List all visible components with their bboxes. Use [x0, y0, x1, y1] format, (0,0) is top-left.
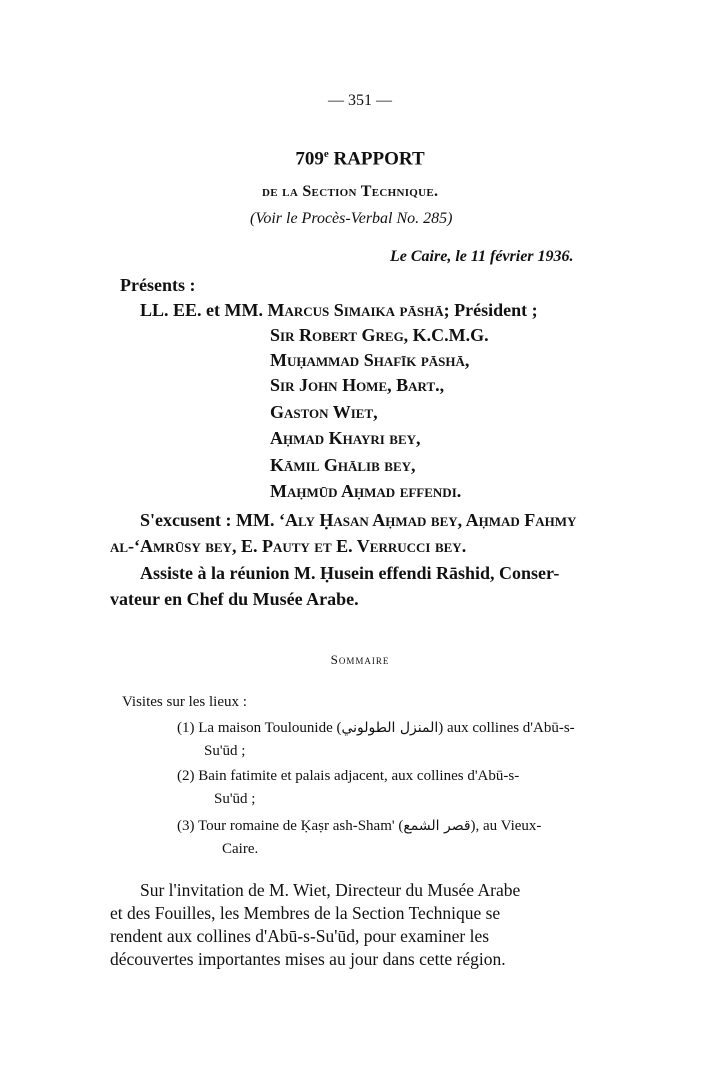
report-number: 709 [295, 148, 324, 170]
presents-label: Présents : [120, 275, 196, 295]
report-title-text: RAPPORT [328, 148, 425, 170]
item-number: (3) [177, 818, 195, 834]
arabic-text: قصر الشمع [403, 818, 471, 834]
item-text: Bain fatimite et palais adjacent, aux collines d'Abū-s- [198, 768, 520, 784]
item-number: (2) [177, 768, 195, 784]
paragraph-line: Sur l'invitation de M. Wiet, Directeur du Musée Arabe [140, 880, 521, 900]
page-number: — 351 — [328, 92, 392, 109]
item-text-post: ), au Vieux- [470, 818, 542, 834]
president-name: Marcus Simaika pāshā [267, 300, 444, 320]
president-line [140, 300, 538, 321]
assiste-line-1: Assiste à la réunion M. Ḥusein effendi Rāshid, Conser- [140, 563, 560, 583]
member-item: Sir John Home, Bart., [270, 375, 445, 395]
item-text-pre: Tour romaine de Ḳaṣr ash-Sham' ( [197, 818, 404, 834]
assiste-line-2: vateur en Chef du Musée Arabe. [110, 589, 359, 609]
member-item: Kāmil Ghālib bey, [270, 455, 416, 475]
item-number: (1) [177, 720, 195, 736]
report-number-sup: e [323, 148, 329, 160]
sommaire-item-1 [177, 720, 575, 737]
paragraph-line: et des Fouilles, les Membres de la Section Technique se [110, 903, 501, 923]
item-text-post: ) aux collines d'Abū-s- [438, 720, 575, 736]
section-heading: de la Section Technique. [262, 183, 439, 200]
excused-label: S'excusent : MM. [140, 510, 275, 530]
member-item: Muḥammad Shafīk pāshā, [270, 350, 470, 370]
member-item: Aḥmad Khayri bey, [270, 428, 421, 448]
report-date: Le Caire, le 11 février 1936. [390, 248, 574, 265]
member-item: Sir Robert Greg, K.C.M.G. [270, 325, 489, 345]
excused-line-2: al-ʻAmrūsy bey, E. Pauty et E. Verrucci bey. [110, 536, 467, 556]
excused-names-1: ʻAly Ḥasan Aḥmad bey, Aḥmad Fahmy [274, 510, 577, 530]
president-prefix: LL. EE. et MM. [140, 300, 263, 320]
sommaire-item-2 [177, 768, 519, 785]
item-text-pre: La maison Toulounide ( [198, 720, 342, 736]
arabic-text: المنزل الطولوني [341, 720, 439, 736]
excused-line-1 [140, 510, 576, 531]
visites-intro: Visites sur les lieux : [122, 694, 247, 710]
sommaire-item-2-cont: Su'ūd ; [214, 791, 256, 807]
member-item: Gaston Wiet, [270, 402, 378, 422]
proces-verbal-reference: (Voir le Procès-Verbal No. 285) [250, 210, 453, 227]
sommaire-item-1-cont: Su'ūd ; [204, 743, 246, 759]
sommaire-item-3 [177, 818, 541, 835]
sommaire-item-3-cont: Caire. [222, 841, 259, 857]
report-title [0, 148, 720, 170]
paragraph-line: découvertes importantes mises au jour dans cette région. [110, 949, 506, 969]
president-role: ; Président ; [443, 300, 538, 320]
sommaire-title: Sommaire [330, 652, 390, 667]
paragraph-line: rendent aux collines d'Abū-s-Su'ūd, pour examiner les [110, 926, 490, 946]
member-item: Maḥmūd Aḥmad effendi. [270, 481, 462, 501]
